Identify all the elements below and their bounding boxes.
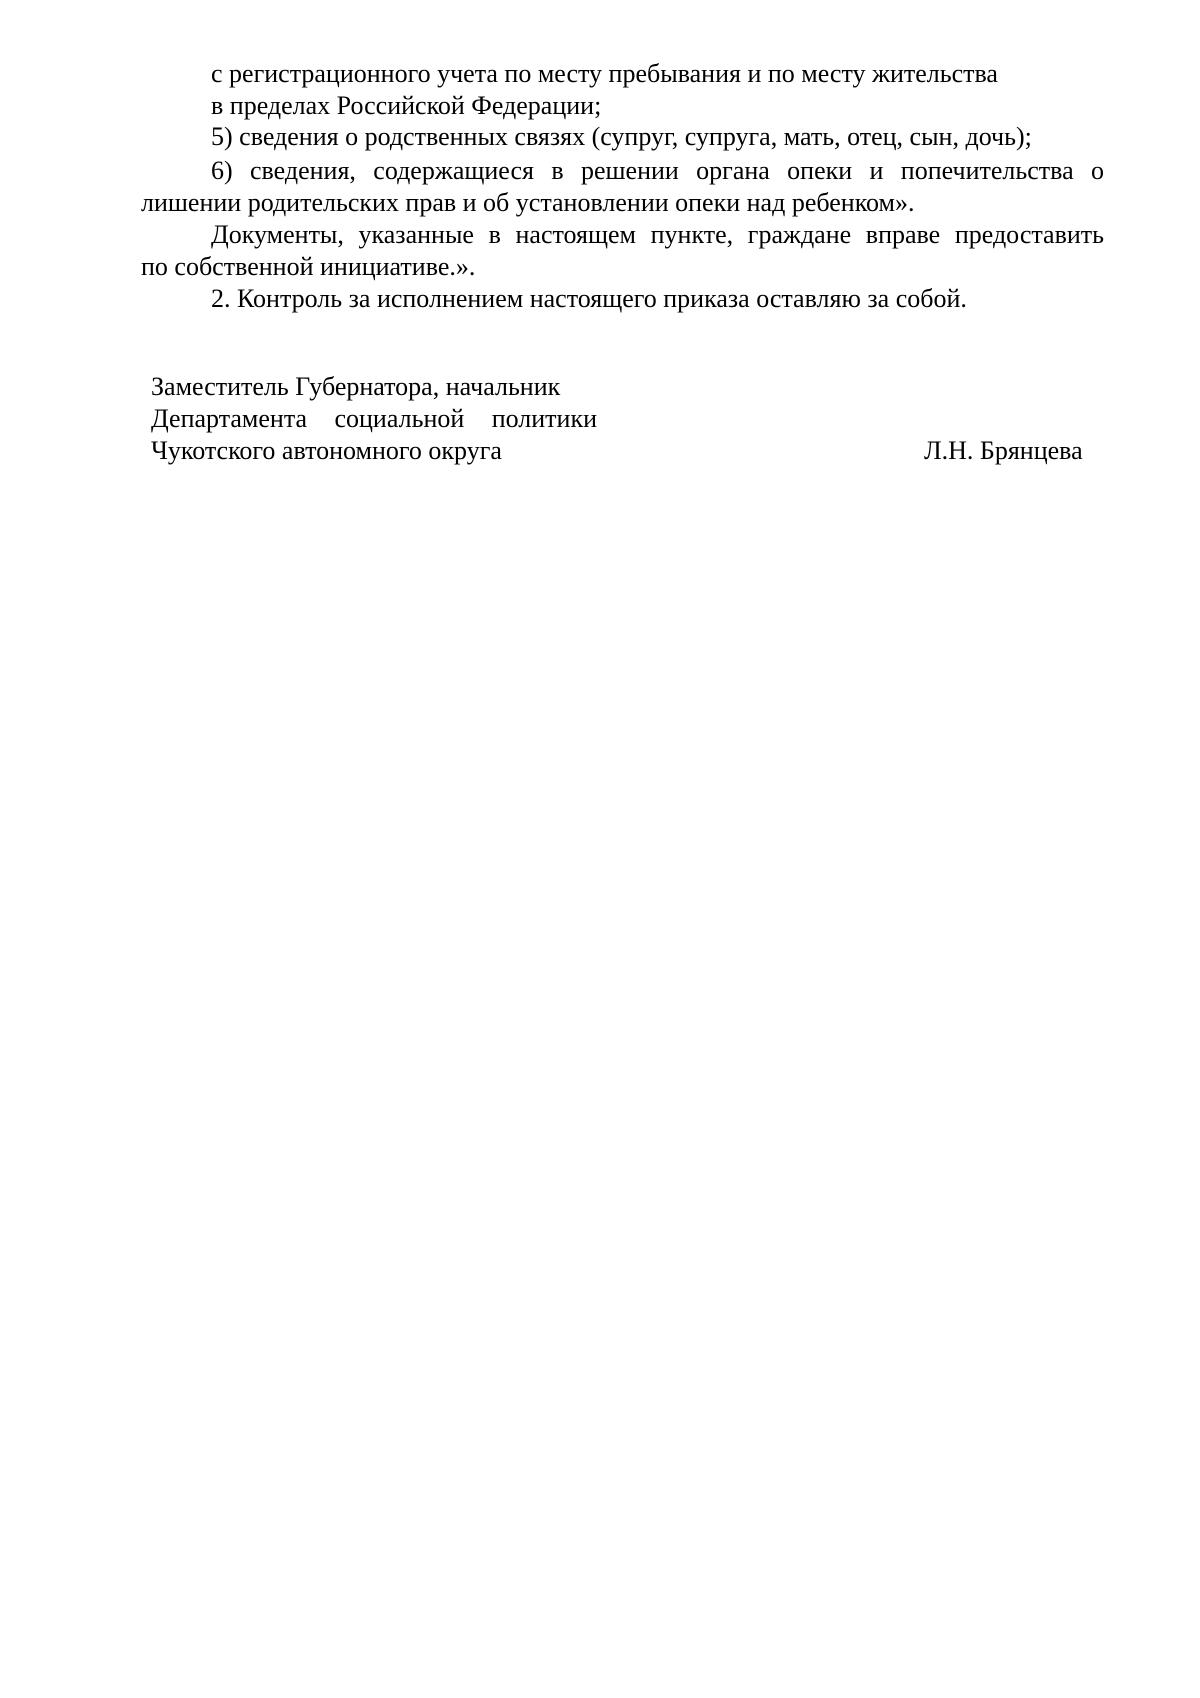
body-line-5: лишении родительских прав и об установлении опеки над ребенком».: [141, 188, 915, 217]
signature-title-line-1: Заместитель Губернатора, начальник: [151, 372, 561, 401]
signatory-name: Л.Н. Брянцева: [924, 436, 1083, 465]
body-line-3: 5) сведения о родственных связях (супруг, супруга, мать, отец, сын, дочь);: [211, 122, 1032, 151]
body-line-4: 6) сведения, содержащиеся в решении органа опеки и попечительства о: [211, 156, 1104, 185]
body-line-2: в пределах Российской Федерации;: [211, 91, 602, 120]
body-line-1: с регистрационного учета по месту пребывания и по месту жительства: [211, 59, 998, 88]
body-line-8: 2. Контроль за исполнением настоящего приказа оставляю за собой.: [211, 284, 967, 313]
body-line-7: по собственной инициативе.».: [141, 252, 476, 281]
signature-title-line-3: Чукотского автономного округа: [151, 436, 502, 465]
body-line-6: Документы, указанные в настоящем пункте, граждане вправе предоставить: [211, 220, 1104, 249]
signature-title-line-2: Департамента социальной политики: [151, 404, 597, 433]
